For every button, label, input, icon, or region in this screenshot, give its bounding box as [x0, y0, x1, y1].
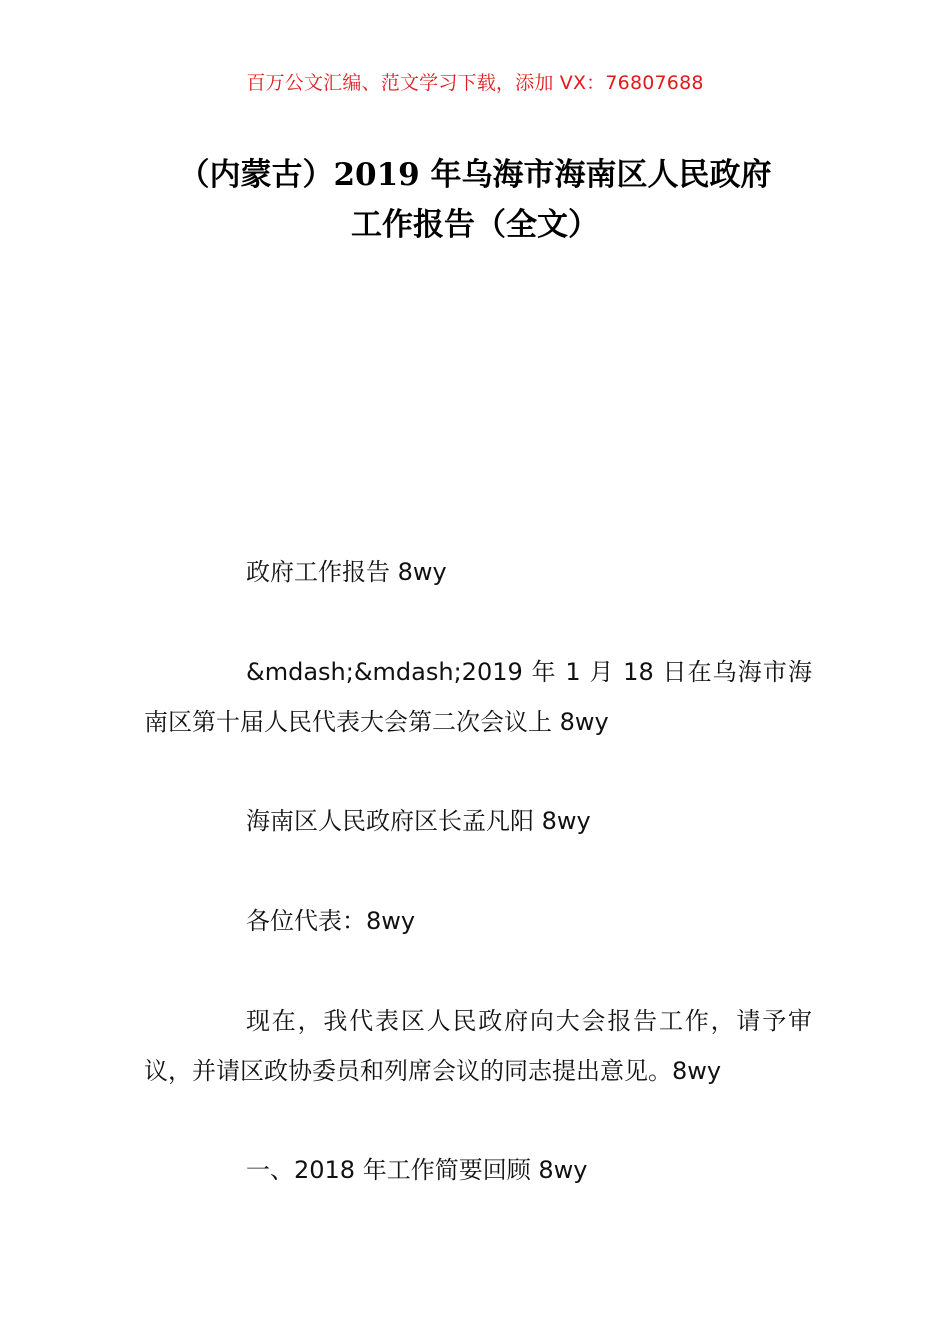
- opening-paragraph: 现在，我代表区人民政府向大会报告工作，请予审议，并请区政协委员和列席会议的同志提出意见。8wy: [144, 1007, 812, 1085]
- salutation: 各位代表：8wy: [246, 907, 416, 935]
- document-title: [0, 150, 950, 250]
- section-heading: 一、2018 年工作简要回顾 8wy: [246, 1156, 588, 1184]
- report-author: 海南区人民政府区长孟凡阳 8wy: [246, 807, 591, 835]
- report-subtitle: &mdash;&mdash;2019 年 1 月 18 日在乌海市海南区第十届人民代表大会第二次会议上 8wy: [144, 658, 812, 736]
- report-heading: 政府工作报告 8wy: [246, 558, 447, 586]
- document-title-line-2: 工作报告（全文）: [351, 207, 599, 243]
- document-title-line-1: （内蒙古）2019 年乌海市海南区人民政府: [178, 157, 772, 193]
- header-note: 百万公文汇编、范文学习下载，添加 VX：76807688: [246, 72, 704, 94]
